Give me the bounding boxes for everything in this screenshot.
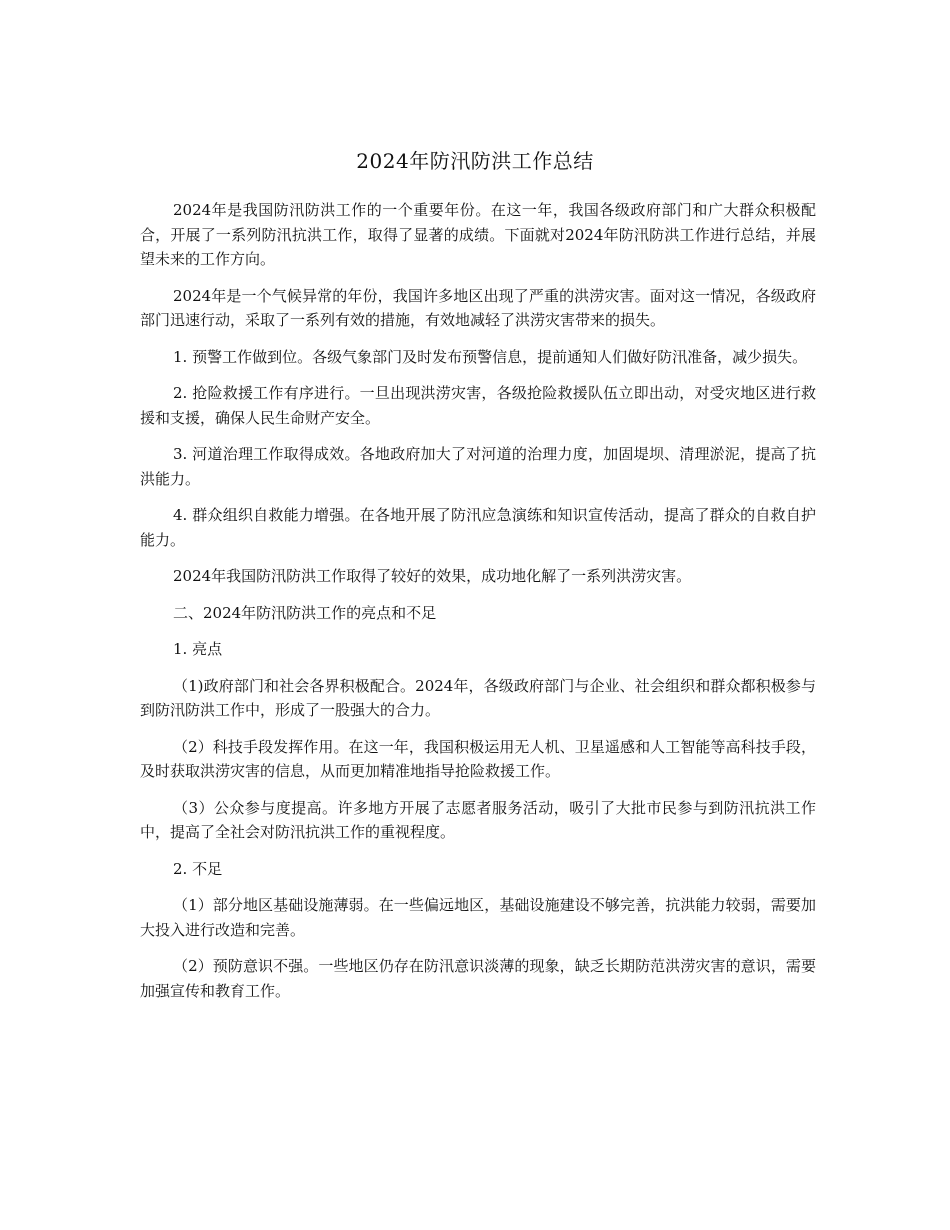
paragraph-highlight-2: （2）科技手段发挥作用。在这一年，我国积极运用无人机、卫星遥感和人工智能等高科技手段，及时获取洪涝灾害的信息，从而更加精准地指导抢险救援工作。 xyxy=(140,737,816,780)
subheading-highlights: 1. 亮点 xyxy=(173,640,223,658)
paragraph-highlight-3: （3）公众参与度提高。许多地方开展了志愿者服务活动，吸引了大批市民参与到防汛抗洪工作中，提高了全社会对防汛抗洪工作的重视程度。 xyxy=(140,798,816,841)
paragraph-shortcoming-1: （1）部分地区基础设施薄弱。在一些偏远地区，基础设施建设不够完善，抗洪能力较弱，需要加大投入进行改造和完善。 xyxy=(140,896,816,939)
document-body xyxy=(140,198,816,1015)
paragraph-item-1: 1. 预警工作做到位。各级气象部门及时发布预警信息，提前通知人们做好防汛准备，减少损失。 xyxy=(173,347,808,366)
section-heading-2: 二、2024年防汛防洪工作的亮点和不足 xyxy=(173,603,437,622)
paragraph-highlight-1: （1)政府部门和社会各界积极配合。2024年，各级政府部门与企业、社会组织和群众都积极参与到防汛防洪工作中，形成了一股强大的合力。 xyxy=(140,676,816,719)
subheading-shortcomings: 2. 不足 xyxy=(173,859,223,878)
paragraph-overview: 2024年是一个气候异常的年份，我国许多地区出现了严重的洪涝灾害。面对这一情况，各级政府部门迅速行动，采取了一系列有效的措施，有效地减轻了洪涝灾害带来的损失。 xyxy=(140,286,816,329)
paragraph-summary: 2024年我国防汛防洪工作取得了较好的效果，成功地化解了一系列洪涝灾害。 xyxy=(173,567,692,585)
paragraph-intro: 2024年是我国防汛防洪工作的一个重要年份。在这一年，我国各级政府部门和广大群众积极配合，开展了一系列防汛抗洪工作，取得了显著的成绩。下面就对2024年防汛防洪工作进行总结，并展望未来的工作方向。 xyxy=(140,201,816,268)
paragraph-item-3: 3. 河道治理工作取得成效。各地政府加大了对河道的治理力度，加固堤坝、清理淤泥，提高了抗洪能力。 xyxy=(140,445,816,488)
document-title: 2024年防汛防洪工作总结 xyxy=(356,149,594,173)
paragraph-shortcoming-2: （2）预防意识不强。一些地区仍存在防汛意识淡薄的现象，缺乏长期防范洪涝灾害的意识，需要加强宣传和教育工作。 xyxy=(140,957,816,1000)
paragraph-item-4: 4. 群众组织自救能力增强。在各地开展了防汛应急演练和知识宣传活动，提高了群众的自救自护能力。 xyxy=(140,506,816,549)
paragraph-item-2: 2. 抢险救援工作有序进行。一旦出现洪涝灾害，各级抢险救援队伍立即出动，对受灾地区进行救援和支援，确保人民生命财产安全。 xyxy=(140,384,816,427)
